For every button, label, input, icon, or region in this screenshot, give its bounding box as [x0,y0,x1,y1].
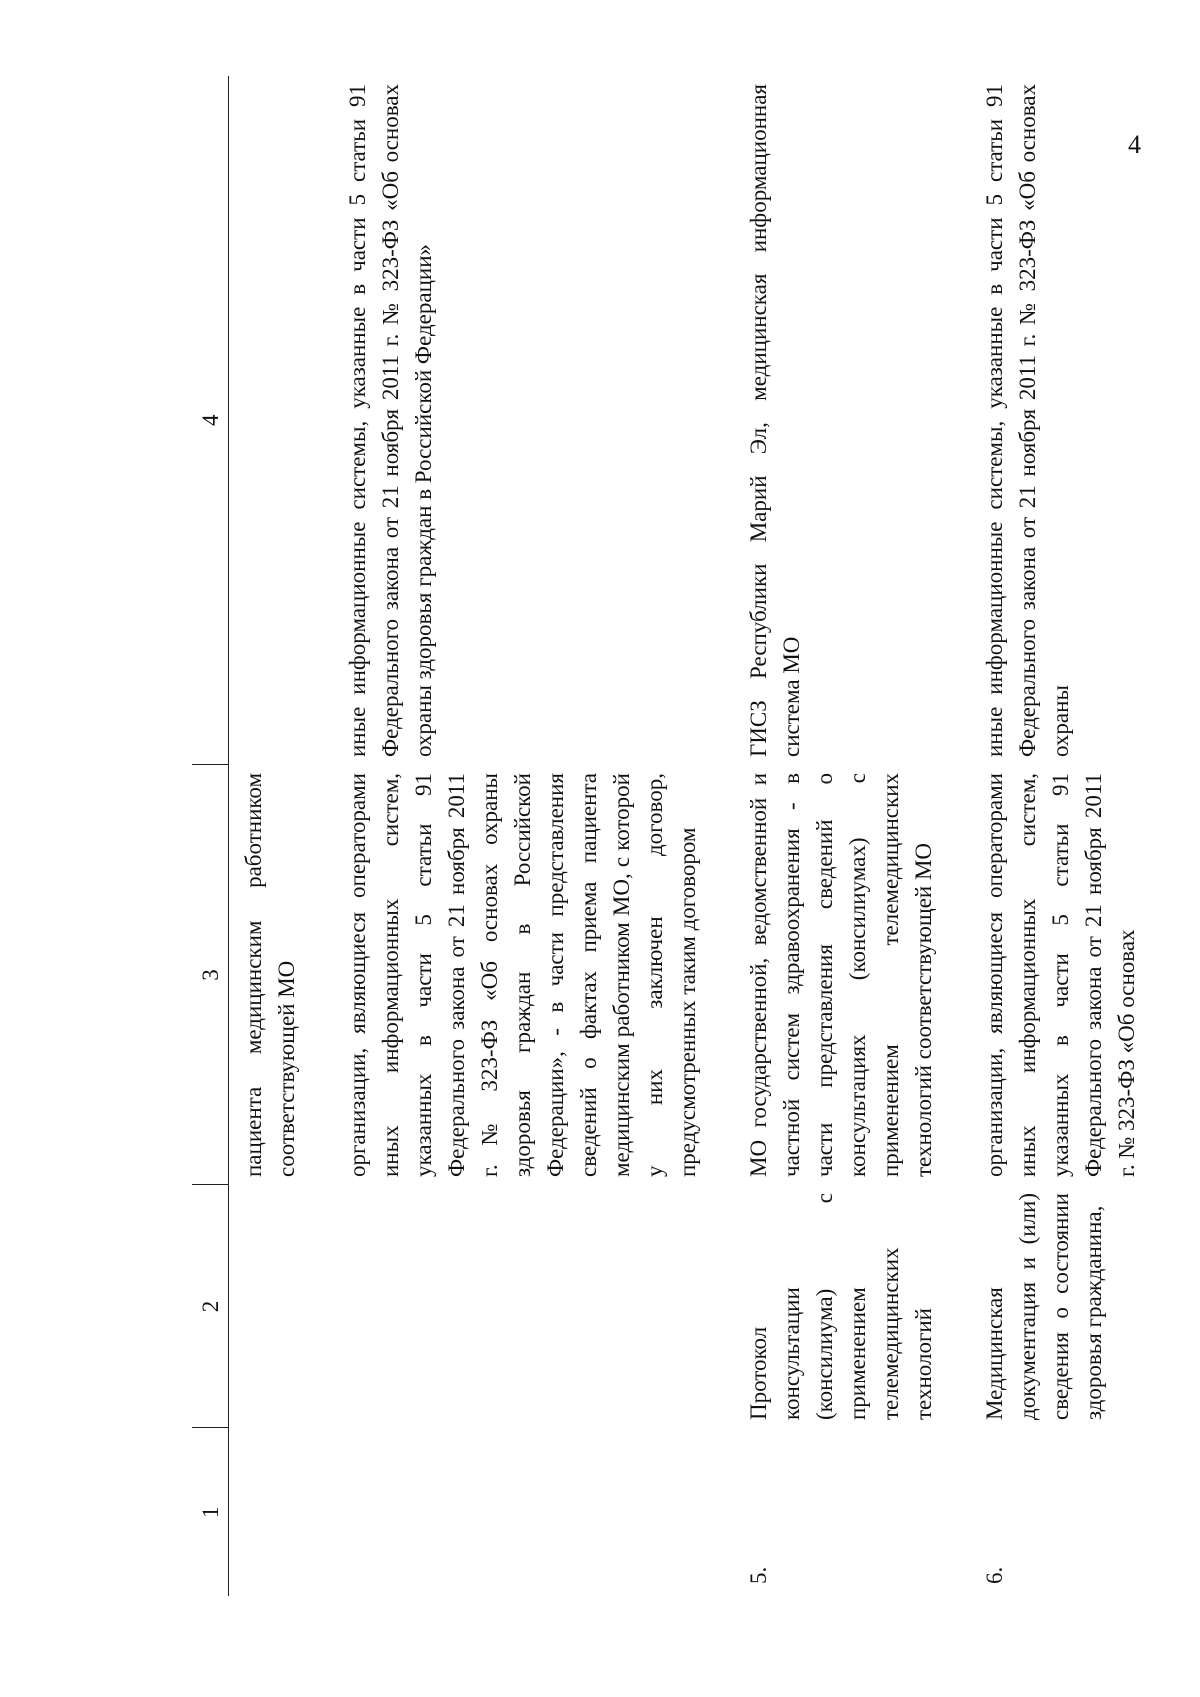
header-col-1: 1 [192,1428,229,1596]
information-systems: иные информационные системы, указанные в части 5 статьи 91 Федерального закона от 21 ноября 2011 г. № 323-ФЗ «Об основах охраны здоровья граждан в Российской Федерации» [345,84,436,757]
registry-table [192,76,1167,1596]
table-header [192,76,229,1596]
header-col-3: 3 [192,765,229,1185]
row-number: 6. [982,1566,1007,1584]
rotated-page-content [192,76,1139,1596]
information-systems [229,76,328,765]
document-name: Медицинская документация и (или) сведения о состоянии здоровья гражданина, [982,1193,1106,1420]
document-name [229,1185,328,1428]
data-sources: пациента медицинским работником соответствующей МО [241,773,299,1177]
information-systems: ГИСЗ Республики Марий Эл, медицинская информационная система МО [746,84,804,757]
data-sources: МО государственной, ведомственной и частной систем здравоохранения - в части представления сведений о консультациях (консилиумах) с применением телемедицинских технологий соответствующей МО [746,773,936,1177]
table-row [728,76,964,1596]
table-body [229,76,1168,1596]
information-systems: иные информационные системы, указанные в части 5 статьи 91 Федерального закона от 21 ноября 2011 г. № 323-ФЗ «Об основах охраны [982,84,1073,757]
row-number [327,1428,728,1596]
data-sources: организации, являющиеся операторами иных информационных систем, указанных в части 5 статьи 91 Федерального закона от 21 ноября 2011 г. № 323-ФЗ «Об основах охраны здоровья граждан в Российской Федерации», - в части представления сведений о фактах приема пациента медицинским работником МО, с которой у них заключен договор, предусмотренных таким договором [345,773,700,1177]
table-row [229,76,328,1596]
page-number: 4 [1128,130,1141,159]
document-name [327,1185,728,1428]
header-col-4: 4 [192,76,229,765]
document-name: Протокол консультации (консилиума) с применением телемедицинских технологий [746,1193,936,1420]
table-row [327,76,728,1596]
header-row [192,76,229,1596]
table-row [964,76,1167,1596]
row-number: 5. [746,1566,771,1584]
row-number [229,1428,328,1596]
data-sources: организации, являющиеся операторами иных информационных систем, указанных в части 5 статьи 91 Федерального закона от 21 ноября 2011 г. № 323-ФЗ «Об основах [982,773,1139,1177]
header-col-2: 2 [192,1185,229,1428]
